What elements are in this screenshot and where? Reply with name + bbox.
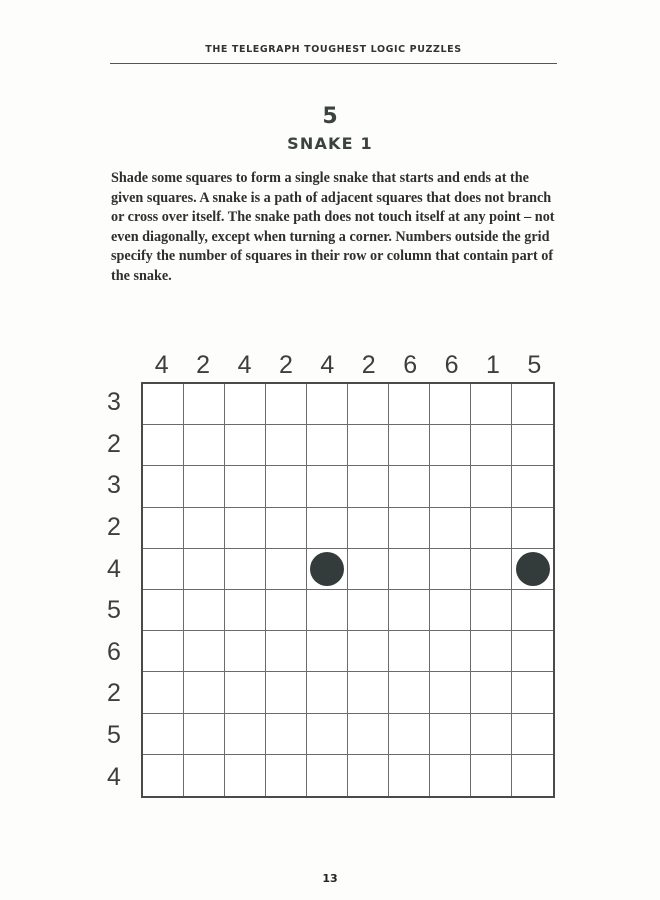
grid-cell[interactable] — [225, 466, 266, 507]
grid-cell[interactable] — [307, 549, 348, 590]
grid-cell[interactable] — [307, 466, 348, 507]
row-clue: 2 — [107, 679, 121, 708]
grid-cell[interactable] — [307, 384, 348, 425]
grid-cell[interactable] — [225, 631, 266, 672]
grid-cell[interactable] — [512, 631, 553, 672]
grid-cell[interactable] — [184, 590, 225, 631]
grid-cell[interactable] — [389, 549, 430, 590]
column-clue: 6 — [444, 350, 459, 379]
grid-cell[interactable] — [471, 466, 512, 507]
grid-cell[interactable] — [143, 631, 184, 672]
grid-cell[interactable] — [512, 549, 553, 590]
grid-cell[interactable] — [184, 425, 225, 466]
grid-cell[interactable] — [348, 755, 389, 796]
grid-cell[interactable] — [184, 672, 225, 713]
column-clues — [141, 350, 555, 380]
grid-cell[interactable] — [389, 384, 430, 425]
grid-cell[interactable] — [430, 466, 471, 507]
grid-cell[interactable] — [225, 549, 266, 590]
grid-cell[interactable] — [266, 714, 307, 755]
column-clue: 4 — [320, 350, 335, 379]
grid-cell[interactable] — [225, 384, 266, 425]
grid-cell[interactable] — [348, 631, 389, 672]
grid-cell[interactable] — [512, 714, 553, 755]
puzzle-title: SNAKE 1 — [287, 134, 373, 153]
puzzle-number: 5 — [322, 104, 338, 129]
grid-cell[interactable] — [348, 590, 389, 631]
grid-cell[interactable] — [225, 590, 266, 631]
column-clue: 4 — [154, 350, 169, 379]
grid-cell[interactable] — [348, 672, 389, 713]
filled-circle-icon — [516, 552, 550, 586]
grid-cell[interactable] — [471, 425, 512, 466]
row-clue: 3 — [107, 471, 121, 500]
column-clue: 2 — [361, 350, 376, 379]
grid-cell[interactable] — [348, 384, 389, 425]
column-clue: 1 — [486, 350, 500, 379]
grid-cell[interactable] — [307, 672, 348, 713]
grid-cell[interactable] — [430, 590, 471, 631]
grid-cell[interactable] — [471, 755, 512, 796]
grid-cell[interactable] — [348, 714, 389, 755]
running-head: THE TELEGRAPH TOUGHEST LOGIC PUZZLES — [205, 44, 462, 55]
grid-cell[interactable] — [184, 755, 225, 796]
grid-cell[interactable] — [266, 508, 307, 549]
grid-cell[interactable] — [430, 714, 471, 755]
row-clue: 6 — [107, 637, 121, 666]
grid-cell[interactable] — [184, 631, 225, 672]
grid-cell[interactable] — [307, 590, 348, 631]
grid-cell[interactable] — [471, 549, 512, 590]
grid-cell[interactable] — [184, 384, 225, 425]
grid-cell[interactable] — [430, 425, 471, 466]
column-clue: 5 — [527, 350, 542, 379]
grid-cell[interactable] — [307, 425, 348, 466]
grid-cell[interactable] — [430, 755, 471, 796]
grid-cell[interactable] — [512, 425, 553, 466]
grid-cell[interactable] — [143, 755, 184, 796]
grid-cell[interactable] — [184, 466, 225, 507]
grid-cell[interactable] — [266, 466, 307, 507]
grid-cell[interactable] — [512, 590, 553, 631]
grid-cell[interactable] — [307, 508, 348, 549]
grid-cell[interactable] — [430, 508, 471, 549]
grid-cell[interactable] — [389, 631, 430, 672]
grid-cell[interactable] — [512, 755, 553, 796]
grid-cell[interactable] — [307, 631, 348, 672]
grid-cell[interactable] — [143, 384, 184, 425]
row-clue: 3 — [107, 388, 121, 417]
grid-cell[interactable] — [184, 549, 225, 590]
page-number: 13 — [322, 872, 338, 885]
grid-cell[interactable] — [471, 590, 512, 631]
grid-cell[interactable] — [348, 466, 389, 507]
grid-cell[interactable] — [266, 631, 307, 672]
grid-cell[interactable] — [266, 549, 307, 590]
grid-cell[interactable] — [184, 508, 225, 549]
grid-cell[interactable] — [225, 714, 266, 755]
row-clue: 5 — [107, 721, 121, 750]
grid-cell[interactable] — [348, 549, 389, 590]
grid-cell[interactable] — [471, 508, 512, 549]
grid-cell[interactable] — [348, 425, 389, 466]
grid-cell[interactable] — [266, 425, 307, 466]
grid-cell[interactable] — [143, 466, 184, 507]
grid-cell[interactable] — [266, 755, 307, 796]
header-rule — [110, 63, 557, 64]
grid-cell[interactable] — [266, 672, 307, 713]
column-clue: 6 — [403, 350, 418, 379]
column-clue: 2 — [278, 350, 293, 379]
grid-cell[interactable] — [512, 672, 553, 713]
grid-cell[interactable] — [389, 755, 430, 796]
row-clues — [104, 382, 140, 798]
grid-cell[interactable] — [266, 384, 307, 425]
row-clue: 5 — [107, 596, 121, 625]
grid-cell[interactable] — [143, 508, 184, 549]
grid-cell[interactable] — [389, 466, 430, 507]
grid-cell[interactable] — [266, 590, 307, 631]
grid-cell[interactable] — [225, 508, 266, 549]
grid-cell[interactable] — [143, 549, 184, 590]
grid-cell[interactable] — [471, 631, 512, 672]
grid-cell[interactable] — [184, 714, 225, 755]
column-clue: 2 — [196, 350, 211, 379]
grid-cell[interactable] — [307, 755, 348, 796]
grid-cell[interactable] — [143, 672, 184, 713]
grid-cell[interactable] — [389, 425, 430, 466]
grid-cell[interactable] — [512, 466, 553, 507]
grid-cell[interactable] — [471, 714, 512, 755]
grid-cell[interactable] — [143, 425, 184, 466]
grid-cell[interactable] — [471, 384, 512, 425]
row-clue: 2 — [107, 429, 121, 458]
column-clue: 4 — [237, 350, 252, 379]
puzzle-instructions: Shade some squares to form a single snake that starts and ends at the given squares. A snake is a path of adjacent squares that does not branch or cross over itself. The snake path does not touch itself at any point – not even diagonally, except when turning a corner. Numbers outside the grid specify the number of squares in their row or column that contain part of the snake. — [111, 170, 555, 284]
grid-cell[interactable] — [430, 384, 471, 425]
grid-cell[interactable] — [348, 508, 389, 549]
grid-cell[interactable] — [512, 384, 553, 425]
grid-cell[interactable] — [307, 714, 348, 755]
filled-circle-icon — [310, 552, 344, 586]
row-clue: 2 — [107, 513, 121, 542]
grid-cell[interactable] — [389, 590, 430, 631]
row-clue: 4 — [107, 554, 121, 583]
grid-cell[interactable] — [471, 672, 512, 713]
grid-cell[interactable] — [430, 549, 471, 590]
grid-cell[interactable] — [430, 631, 471, 672]
grid-cell[interactable] — [143, 590, 184, 631]
grid-cell[interactable] — [143, 714, 184, 755]
grid-cell[interactable] — [512, 508, 553, 549]
row-clue: 4 — [107, 762, 121, 791]
grid-cell[interactable] — [389, 714, 430, 755]
puzzle-grid — [141, 382, 555, 798]
grid-cell[interactable] — [225, 755, 266, 796]
grid-cell[interactable] — [225, 425, 266, 466]
grid-cell[interactable] — [225, 672, 266, 713]
grid-cell[interactable] — [430, 672, 471, 713]
grid-cell[interactable] — [389, 508, 430, 549]
grid-cell[interactable] — [389, 672, 430, 713]
